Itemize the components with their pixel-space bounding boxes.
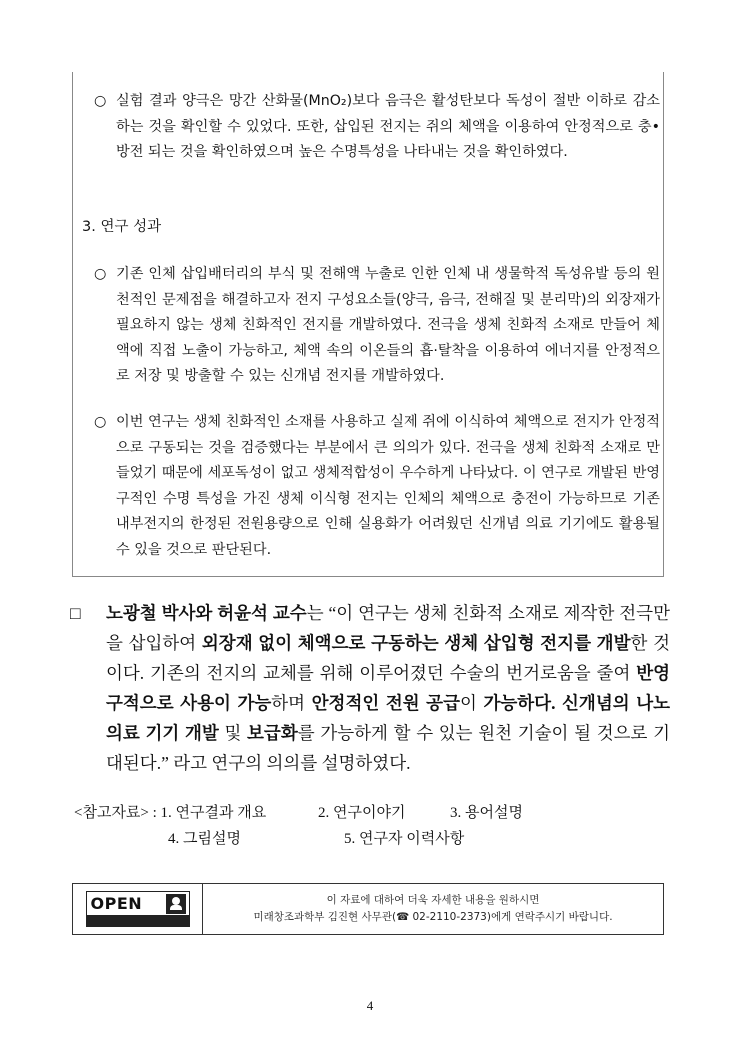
- paragraph-text: 실험 결과 양극은 망간 산화물(MnO₂)보다 음극은 활성탄보다 독성이 절반 이하로 감소하는 것을 확인할 수 있었다. 또한, 삽입된 전지는 쥐의 체액을 이용하여 안정적으로 충•방전 되는 것을 확인하였으며 높은 수명특성을 나타내는 것을 확인하였다.: [116, 93, 660, 160]
- quote-segment: 는 “이 연구는 생체 친화적 소재로 제작한 전극만을 삽입하여: [106, 603, 670, 653]
- contact-line-2: 미래창조과학부 김진현 사무관(☎ 02-2110-2373)에게 연락주시기 바랍니다.: [253, 911, 613, 923]
- quote-text: [106, 598, 670, 778]
- bullet-circle-icon: ○: [94, 93, 107, 109]
- paragraph-text: 이번 연구는 생체 친화적인 소재를 사용하고 실제 쥐에 이식하여 체액으로 전지가 안정적으로 구동되는 것을 검증했다는 부분에서 큰 의의가 있다. 전극을 생체 친화적 소재로 만들었기 때문에 세포독성이 없고 생체적합성이 우수하게 나타났다. 이 연구로 개발된 반영구적인 수명 특성을 가진 생체 이식형 전지는 인체의 체액으로 충전이 가능하므로 기존 내부전지의 한정된 전원용량으로 인해 실용화가 어려웠던 신개념 의료 기기에도 활용될 수 있을 것으로 판단된다.: [116, 414, 660, 558]
- paragraph-achievement-2: [94, 410, 660, 563]
- bullet-circle-icon: ○: [94, 414, 107, 430]
- quote-researchers: 노광철 박사와 허윤석 교수: [106, 603, 307, 623]
- reference-item: 3. 용어설명: [450, 805, 523, 821]
- quote-segment: 를 가능하게 할 수 있는 원천 기술이 될 것으로 기대된다.” 라고 연구의 의의를 설명하였다.: [106, 723, 670, 773]
- researcher-quote: [70, 598, 670, 778]
- reference-item: 5. 연구자 이력사항: [344, 831, 465, 847]
- contact-footer-box: [72, 883, 664, 935]
- bullet-circle-icon: ○: [94, 266, 107, 282]
- quote-emphasis: 반영구적으로 사용이 가능: [106, 663, 670, 713]
- quote-emphasis: 외장재 없이 체액으로 구동하는 생체 삽입형 전지를 개발: [201, 633, 631, 653]
- contact-line-1: 이 자료에 대하여 더욱 자세한 내용을 원하시면: [326, 894, 540, 906]
- section-heading-research-results: 3. 연구 성과: [82, 219, 162, 235]
- quote-segment: 및: [218, 723, 248, 743]
- reference-item: 2. 연구이야기: [318, 805, 406, 821]
- checkbox-square-icon: □: [70, 603, 81, 623]
- reference-item: 4. 그림설명: [168, 831, 241, 847]
- logo-text: OPEN: [90, 894, 143, 913]
- open-license-logo-cell: [73, 884, 203, 934]
- contact-info: [203, 884, 663, 934]
- attribution-badge-icon: [166, 894, 186, 914]
- quote-segment: 이: [460, 693, 484, 713]
- open-license-logo-icon: [86, 891, 190, 927]
- page-number: 4: [366, 998, 374, 1013]
- paragraph-experiment-result: [94, 89, 660, 166]
- quote-emphasis: 보급화: [247, 723, 298, 743]
- quote-emphasis: 가능하다. 신개념의 나노 의료 기기 개발: [106, 693, 671, 743]
- quote-emphasis: 안정적인 전원 공급: [311, 693, 460, 713]
- paragraph-text: 기존 인체 삽입배터리의 부식 및 전해액 누출로 인한 인체 내 생물학적 독성유발 등의 원천적인 문제점을 해결하고자 전지 구성요소들(양극, 음극, 전해질 및 분리막)의 외장재가 필요하지 않는 생체 친화적인 전지를 개발하였다. 전극을 생체 친화적 소재로 만들어 체액에 직접 노출이 가능하고, 체액 속의 이온들의 흡·탈착을 이용하여 에너지를 안정적으로 저장 및 방출할 수 있는 신개념 전지를 개발하였다.: [116, 266, 660, 384]
- quote-segment: 한 것이다. 기존의 전지의 교체를 위해 이루어졌던 수술의 번거로움을 줄여: [106, 633, 670, 683]
- paragraph-achievement-1: [94, 262, 660, 390]
- references-label: <참고자료> : 1. 연구결과 개요: [74, 805, 267, 821]
- quote-segment: 하며: [271, 693, 312, 713]
- logo-caption-strip: [87, 915, 189, 926]
